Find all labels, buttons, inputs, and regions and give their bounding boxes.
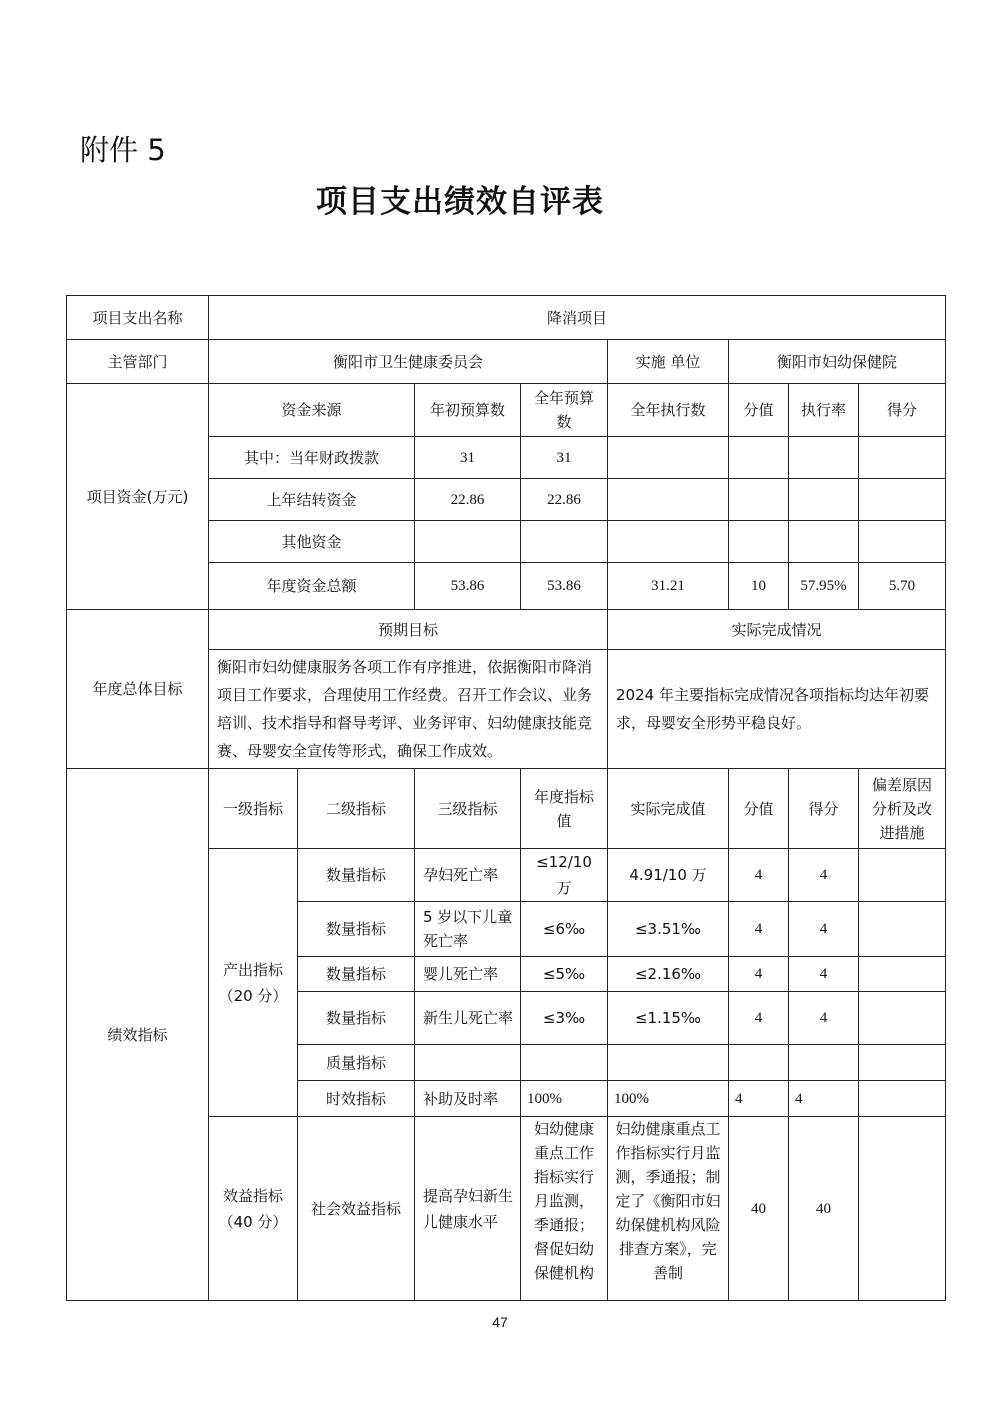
funds-rate bbox=[789, 479, 859, 521]
funds-header-score: 得分 bbox=[859, 384, 946, 437]
indicator-score bbox=[789, 1045, 859, 1081]
indicator-actual: ≤2.16‰ bbox=[608, 957, 729, 992]
indicator-score: 4 bbox=[789, 902, 859, 957]
funds-source: 年度资金总额 bbox=[209, 563, 415, 610]
indicator-level2: 数量指标 bbox=[298, 902, 415, 957]
department-value: 衡阳市卫生健康委员会 bbox=[209, 340, 608, 384]
output-group-label: 产出指标（20 分） bbox=[209, 849, 298, 1117]
expected-goal-text: 衡阳市妇幼健康服务各项工作有序推进，依据衡阳市降消项目工作要求，合理使用工作经费。召开工作会议、业务培训、技术指导和督导考评、业务评审、妇幼健康技能竞赛、母婴安全宣传等形式，确保工作成效。 bbox=[209, 650, 608, 769]
funds-score-value bbox=[729, 437, 789, 479]
benefit-group-label: 效益指标（40 分） bbox=[209, 1117, 298, 1301]
indicator-note bbox=[859, 849, 946, 902]
funds-header-rate: 执行率 bbox=[789, 384, 859, 437]
indicator-value: 4 bbox=[729, 849, 789, 902]
indicator-header-value: 分值 bbox=[729, 769, 789, 849]
page-title: 项目支出绩效自评表 bbox=[316, 184, 604, 220]
indicator-note bbox=[859, 957, 946, 992]
funds-annual: 22.86 bbox=[521, 479, 608, 521]
indicator-level3: 婴儿死亡率 bbox=[415, 957, 521, 992]
indicator-target: ≤5‰ bbox=[521, 957, 608, 992]
indicator-target: ≤12/10 万 bbox=[521, 849, 608, 902]
funds-score: 5.70 bbox=[859, 563, 946, 610]
funds-annual: 31 bbox=[521, 437, 608, 479]
funds-initial: 31 bbox=[415, 437, 521, 479]
unit-label: 实施 单位 bbox=[608, 340, 729, 384]
funds-header-executed: 全年执行数 bbox=[608, 384, 729, 437]
indicator-target: ≤3‰ bbox=[521, 992, 608, 1045]
funds-score-value: 10 bbox=[729, 563, 789, 610]
funds-rate bbox=[789, 521, 859, 563]
project-name-row bbox=[67, 296, 946, 340]
funds-source: 其中：当年财政拨款 bbox=[209, 437, 415, 479]
benefit-level3: 提高孕妇新生儿健康水平 bbox=[415, 1117, 521, 1301]
indicator-value: 4 bbox=[729, 992, 789, 1045]
funds-executed: 31.21 bbox=[608, 563, 729, 610]
indicator-level3: 新生儿死亡率 bbox=[415, 992, 521, 1045]
actual-result-header: 实际完成情况 bbox=[608, 610, 946, 650]
indicator-level3: 5 岁以下儿童死亡率 bbox=[415, 902, 521, 957]
indicator-header-level1: 一级指标 bbox=[209, 769, 298, 849]
funds-executed bbox=[608, 479, 729, 521]
indicator-score: 4 bbox=[789, 957, 859, 992]
goals-label: 年度总体目标 bbox=[67, 610, 209, 769]
indicator-note bbox=[859, 902, 946, 957]
funds-annual: 53.86 bbox=[521, 563, 608, 610]
benefit-note bbox=[859, 1117, 946, 1301]
indicator-score: 4 bbox=[789, 1081, 859, 1117]
funds-initial: 53.86 bbox=[415, 563, 521, 610]
indicator-value: 4 bbox=[729, 902, 789, 957]
page-number: 47 bbox=[492, 1314, 508, 1330]
indicator-actual: 100% bbox=[608, 1081, 729, 1117]
indicator-target bbox=[521, 1045, 608, 1081]
project-name-label: 项目支出名称 bbox=[67, 296, 209, 340]
funds-initial bbox=[415, 521, 521, 563]
benefit-level2: 社会效益指标 bbox=[298, 1117, 415, 1301]
funds-label: 项目资金(万元) bbox=[67, 384, 209, 610]
indicator-value: 4 bbox=[729, 1081, 789, 1117]
indicator-target: ≤6‰ bbox=[521, 902, 608, 957]
indicator-score: 4 bbox=[789, 992, 859, 1045]
funds-source: 上年结转资金 bbox=[209, 479, 415, 521]
indicator-score: 4 bbox=[789, 849, 859, 902]
funds-score bbox=[859, 437, 946, 479]
benefit-value: 40 bbox=[729, 1117, 789, 1301]
funds-executed bbox=[608, 521, 729, 563]
indicator-level3 bbox=[415, 1045, 521, 1081]
indicator-level2: 时效指标 bbox=[298, 1081, 415, 1117]
indicator-value bbox=[729, 1045, 789, 1081]
indicator-header-score: 得分 bbox=[789, 769, 859, 849]
indicator-header-level3: 三级指标 bbox=[415, 769, 521, 849]
funds-source: 其他资金 bbox=[209, 521, 415, 563]
unit-value: 衡阳市妇幼保健院 bbox=[729, 340, 946, 384]
indicator-level2: 质量指标 bbox=[298, 1045, 415, 1081]
indicator-note bbox=[859, 1045, 946, 1081]
indicator-header-deviation: 偏差原因分析及改进措施 bbox=[859, 769, 946, 849]
benefit-target: 妇幼健康重点工作指标实行月监测，季通报；督促妇幼保健机构 bbox=[521, 1117, 608, 1301]
indicator-level3: 孕妇死亡率 bbox=[415, 849, 521, 902]
funds-score bbox=[859, 521, 946, 563]
goals-header-row bbox=[67, 610, 946, 650]
funds-header-source: 资金来源 bbox=[209, 384, 415, 437]
funds-header-value: 分值 bbox=[729, 384, 789, 437]
funds-header-initial: 年初预算数 bbox=[415, 384, 521, 437]
department-row bbox=[67, 340, 946, 384]
funds-score-value bbox=[729, 479, 789, 521]
indicator-header-actual: 实际完成值 bbox=[608, 769, 729, 849]
indicator-value: 4 bbox=[729, 957, 789, 992]
evaluation-table bbox=[66, 295, 946, 1301]
indicators-label: 绩效指标 bbox=[67, 769, 209, 1301]
indicator-level2: 数量指标 bbox=[298, 992, 415, 1045]
funds-header-annual: 全年预算数 bbox=[521, 384, 608, 437]
indicator-header-level2: 二级指标 bbox=[298, 769, 415, 849]
indicator-target: 100% bbox=[521, 1081, 608, 1117]
indicator-actual: ≤1.15‰ bbox=[608, 992, 729, 1045]
indicator-header-target: 年度指标值 bbox=[521, 769, 608, 849]
indicators-header-row bbox=[67, 769, 946, 849]
actual-result-text: 2024 年主要指标完成情况各项指标均达年初要求，母婴安全形势平稳良好。 bbox=[608, 650, 946, 769]
indicator-actual: 4.91/10 万 bbox=[608, 849, 729, 902]
indicator-actual bbox=[608, 1045, 729, 1081]
funds-rate bbox=[789, 437, 859, 479]
funds-rate: 57.95% bbox=[789, 563, 859, 610]
indicator-note bbox=[859, 992, 946, 1045]
funds-annual bbox=[521, 521, 608, 563]
funds-score-value bbox=[729, 521, 789, 563]
expected-goal-header: 预期目标 bbox=[209, 610, 608, 650]
project-name-value: 降消项目 bbox=[209, 296, 946, 340]
funds-header-row bbox=[67, 384, 946, 437]
benefit-score: 40 bbox=[789, 1117, 859, 1301]
funds-executed bbox=[608, 437, 729, 479]
department-label: 主管部门 bbox=[67, 340, 209, 384]
indicator-note bbox=[859, 1081, 946, 1117]
annex-label: 附件 5 bbox=[80, 133, 166, 167]
benefit-actual: 妇幼健康重点工作指标实行月监测，季通报；制定了《衡阳市妇幼保健机构风险排查方案》，完善制 bbox=[608, 1117, 729, 1301]
indicator-level2: 数量指标 bbox=[298, 957, 415, 992]
funds-score bbox=[859, 479, 946, 521]
indicator-level2: 数量指标 bbox=[298, 849, 415, 902]
funds-initial: 22.86 bbox=[415, 479, 521, 521]
indicator-level3: 补助及时率 bbox=[415, 1081, 521, 1117]
indicator-actual: ≤3.51‰ bbox=[608, 902, 729, 957]
